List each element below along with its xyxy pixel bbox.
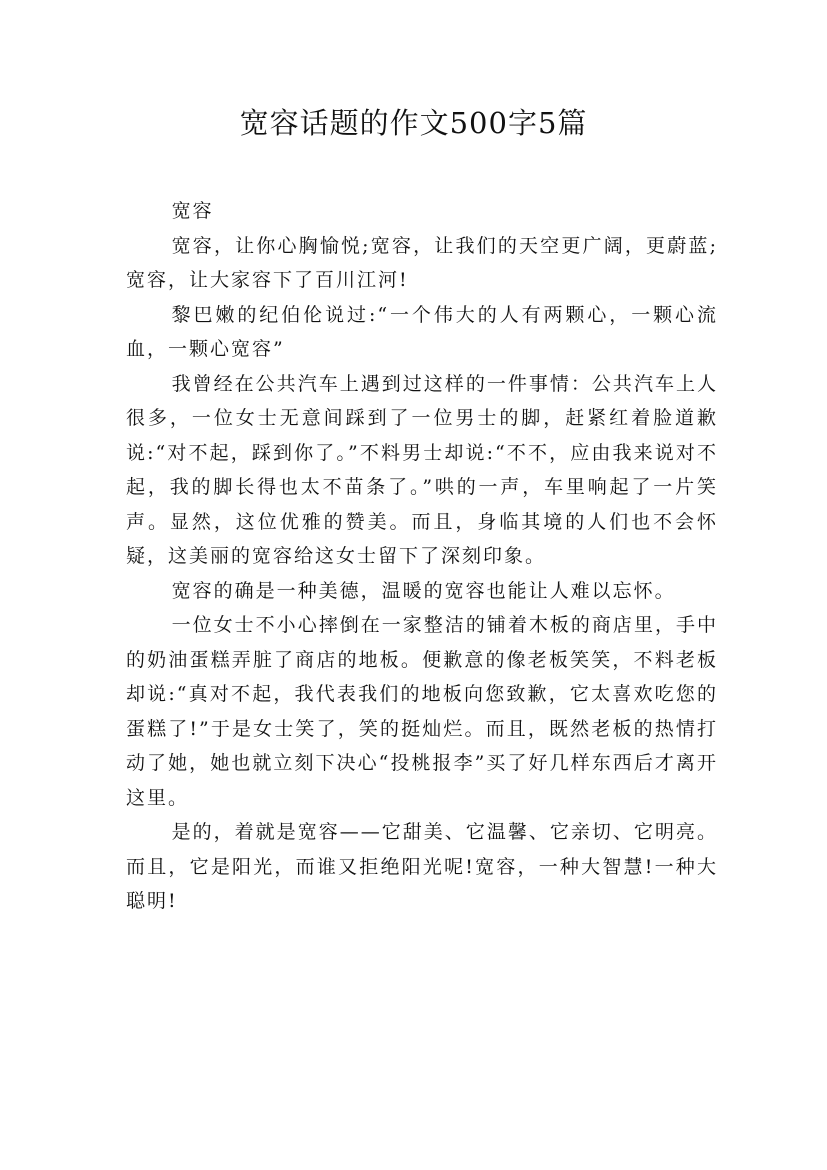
paragraph: 我曾经在公共汽车上遇到过这样的一件事情：公共汽车上人很多，一位女士无意间踩到了一位男士的脚，赶紧红着脸道歉说:“对不起，踩到你了。”不料男士却说:“不不，应由我来说对不起，我的脚长得也太不苗条了。”哄的一声，车里响起了一片笑声。显然，这位优雅的赞美。而且，身临其境的人们也不会怀疑，这美丽的宽容给这女士留下了深刻印象。 [126, 372, 718, 567]
paragraph: 宽容，让你心胸愉悦;宽容，让我们的天空更广阔，更蔚蓝;宽容，让大家容下了百川江河! [126, 234, 718, 291]
paragraph-heading: 宽容 [171, 200, 214, 222]
paragraph: 是的，着就是宽容——它甜美、它温馨、它亲切、它明亮。而且，它是阳光，而谁又拒绝阳光呢!宽容，一种大智慧!一种大聪明! [126, 821, 718, 912]
paragraph: 一位女士不小心摔倒在一家整洁的铺着木板的商店里，手中的奶油蛋糕弄脏了商店的地板。便歉意的像老板笑笑，不料老板却说:“真对不起，我代表我们的地板向您致歉，它太喜欢吃您的蛋糕了!”于是女士笑了，笑的挺灿烂。而且，既然老板的热情打动了她，她也就立刻下决心“投桃报李”买了好几样东西后才离开这里。 [126, 614, 718, 809]
document-body [126, 194, 718, 919]
paragraph: 宽容的确是一种美德，温暖的宽容也能让人难以忘怀。 [171, 579, 676, 602]
paragraph: 黎巴嫩的纪伯伦说过:“一个伟大的人有两颗心，一颗心流血，一颗心宽容” [126, 303, 718, 360]
document-title: 宽容话题的作文500字5篇 [239, 106, 588, 140]
